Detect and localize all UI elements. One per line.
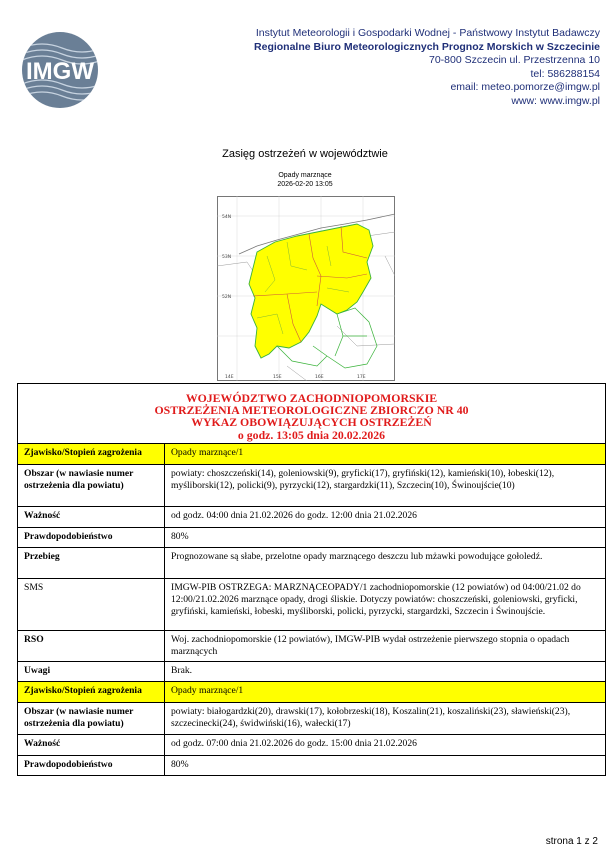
row-value: IMGW-PIB OSTRZEGA: MARZNĄCEOPADY/1 zachodniopomorskie (12 powiatów) od 04:00/21.02 do 12:00/21.02.2026 marznące opady, drogi śliskie. Dotyczy powiatów: choszczeński, goleniowski, gryficki, gryfiński, kamieński, łobeski, myśliborski, policki, pyrzycki, stargardzki, Szczecin i Świnoujście. <box>165 578 606 630</box>
row-label: Ważność <box>18 734 165 755</box>
warning-map <box>217 196 395 381</box>
table-row <box>18 464 606 506</box>
row-value: Opady marznące/1 <box>165 682 606 703</box>
address: 70-800 Szczecin ul. Przestrzenna 10 <box>428 54 600 67</box>
logo-text: IMGW <box>26 58 94 85</box>
table-row <box>18 662 606 682</box>
institute-header <box>254 27 600 109</box>
lon-label: 16E <box>315 375 324 380</box>
row-label: Obszar (w nawiasie numer ostrzeżenia dla powiatu) <box>18 703 165 734</box>
lat-label: 52N <box>222 295 232 300</box>
row-label: Obszar (w nawiasie numer ostrzeżenia dla powiatu) <box>18 464 165 506</box>
lon-label: 15E <box>273 375 282 380</box>
map-datetime: 2026-02-20 13:05 <box>277 181 333 188</box>
row-label: RSO <box>18 630 165 661</box>
imgw-logo <box>17 30 103 110</box>
row-value: powiaty: białogardzki(20), drawski(17), kołobrzeski(18), Koszalin(21), koszaliński(23), sławieński(23), szczecinecki(24), świdwiński(16), wałecki(17) <box>165 703 606 734</box>
lon-label: 14E <box>225 375 234 380</box>
row-value: 80% <box>165 527 606 547</box>
row-label: SMS <box>18 578 165 630</box>
institute-name: Instytut Meteorologii i Gospodarki Wodnej - Państwowy Instytut Badawczy <box>255 27 600 39</box>
row-label: Zjawisko/Stopień zagrożenia <box>18 443 165 464</box>
lat-label: 53N <box>222 255 232 260</box>
table-row <box>18 734 606 755</box>
map-title: Zasięg ostrzeżeń w województwie <box>222 148 388 160</box>
title-line: WOJEWÓDZTWO ZACHODNIOPOMORSKIE <box>185 391 438 405</box>
row-label: Prawdopodobieństwo <box>18 527 165 547</box>
table-row <box>18 755 606 775</box>
title-line: o godz. 13:05 dnia 20.02.2026 <box>237 427 386 442</box>
row-value: powiaty: choszczeński(14), goleniowski(9), gryficki(17), gryfiński(12), kamieński(10), łobeski(12), myśliborski(12), policki(9), pyrzycki(12), stargardzki(11), Szczecin(10), Świnoujście(10) <box>165 464 606 506</box>
row-label: Zjawisko/Stopień zagrożenia <box>18 682 165 703</box>
website-link[interactable]: www: www.imgw.pl <box>511 94 600 107</box>
table-row <box>18 630 606 661</box>
map-subtitle: Opady marznące <box>278 172 332 179</box>
row-label: Uwagi <box>18 662 165 682</box>
title-line: WYKAZ OBOWIĄZUJĄCYCH OSTRZEŻEŃ <box>191 415 432 430</box>
table-row <box>18 578 606 630</box>
table-row <box>18 527 606 547</box>
row-label: Przebieg <box>18 547 165 578</box>
row-value: od godz. 07:00 dnia 21.02.2026 do godz. 15:00 dnia 21.02.2026 <box>165 734 606 755</box>
title-line: OSTRZEŻENIA METEOROLOGICZNE ZBIORCZO NR 40 <box>154 403 469 418</box>
row-value: Opady marznące/1 <box>165 443 606 464</box>
table-row <box>18 547 606 578</box>
bureau-name: Regionalne Biuro Meteorologicznych Prognoz Morskich w Szczecinie <box>254 40 600 53</box>
table-row <box>18 506 606 527</box>
row-value: od godz. 04:00 dnia 21.02.2026 do godz. 12:00 dnia 21.02.2026 <box>165 506 606 527</box>
lat-label: 54N <box>222 215 232 220</box>
table-row <box>18 682 606 703</box>
row-label: Prawdopodobieństwo <box>18 755 165 775</box>
row-value: Brak. <box>165 662 606 682</box>
page-number: strona 1 z 2 <box>545 836 598 847</box>
document-title <box>18 384 606 444</box>
table-row <box>18 703 606 734</box>
row-label: Ważność <box>18 506 165 527</box>
row-value: 80% <box>165 755 606 775</box>
row-value: Prognozowane są słabe, przelotne opady marznącego deszczu lub mżawki powodujące gołoledź. <box>165 547 606 578</box>
row-value: Woj. zachodniopomorskie (12 powiatów), IMGW-PIB wydał ostrzeżenie pierwszego stopnia o opadach marznących <box>165 630 606 661</box>
lon-label: 17E <box>357 375 366 380</box>
warnings-table <box>17 383 606 776</box>
phone: tel: 586288154 <box>530 67 600 80</box>
table-row <box>18 443 606 464</box>
title-row <box>18 384 606 444</box>
email-link[interactable]: email: meteo.pomorze@imgw.pl <box>450 81 600 94</box>
